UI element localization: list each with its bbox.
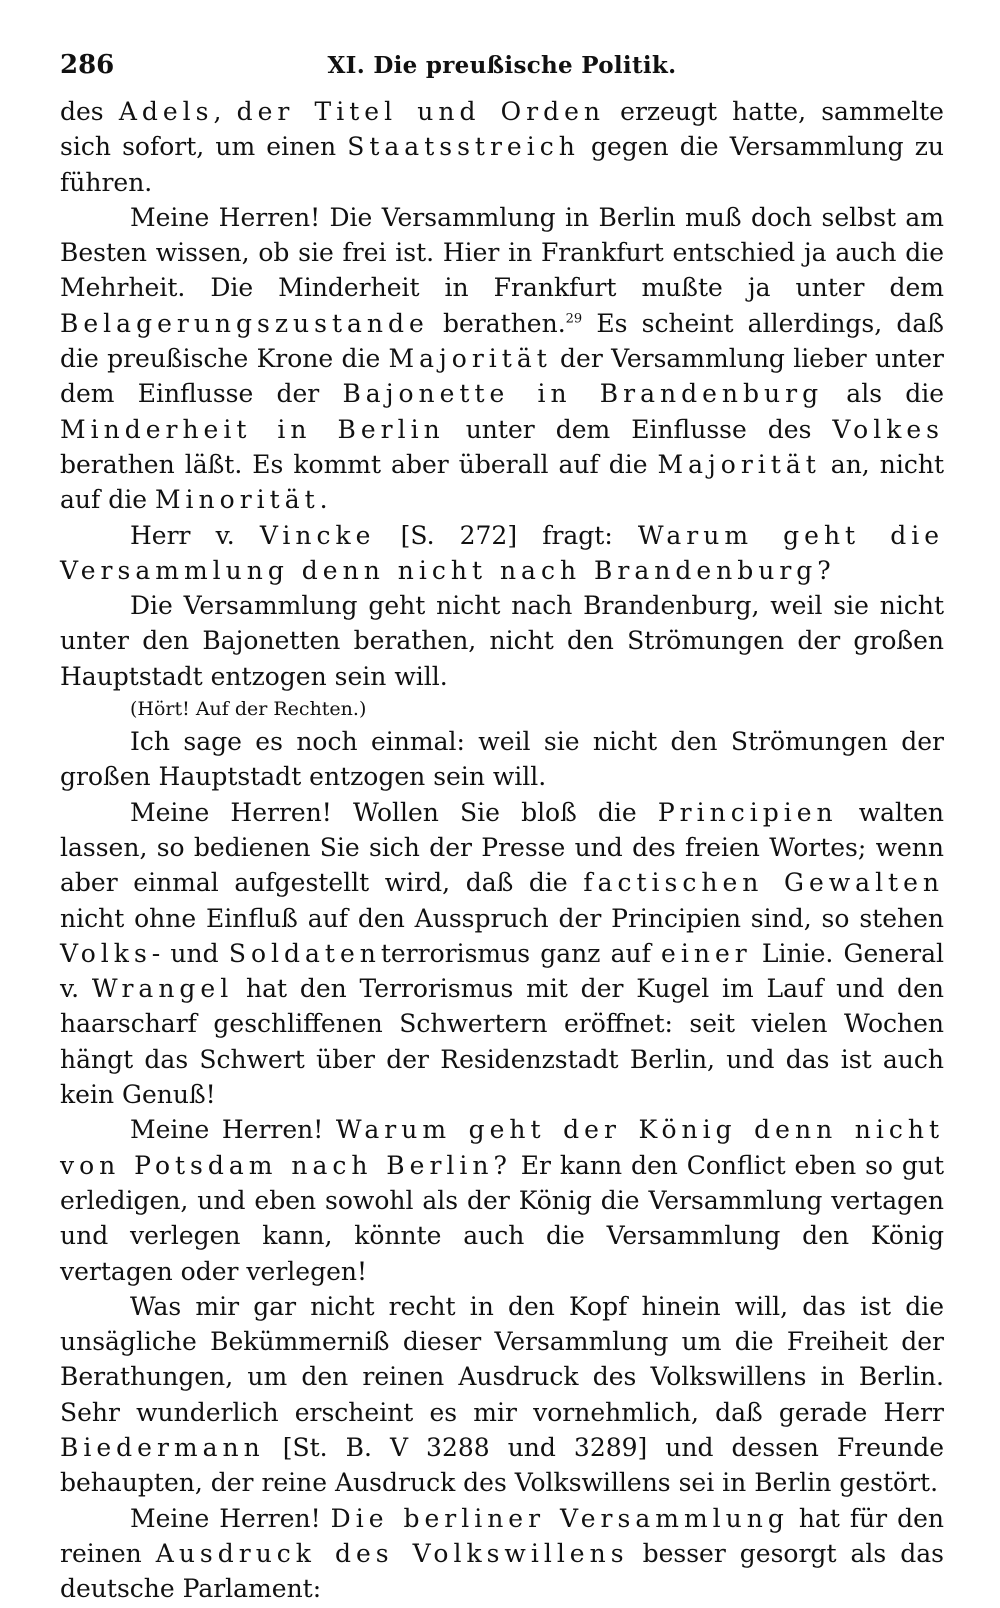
spaced-emphasis: Vincke — [259, 520, 376, 550]
text-run: Linie. General v. — [60, 938, 944, 1004]
spaced-emphasis: Soldaten — [228, 938, 381, 968]
spaced-emphasis: Minderheit in Berlin — [60, 414, 445, 444]
paragraph-2 — [60, 200, 944, 518]
text-run: Meine Herren! — [130, 1115, 336, 1145]
paragraph-3 — [60, 518, 944, 589]
spaced-emphasis: Belagerungszustande — [60, 308, 429, 338]
spaced-emphasis: Minorität — [154, 485, 320, 515]
spaced-emphasis: Volks — [60, 938, 152, 968]
paragraph-1 — [60, 94, 944, 200]
spaced-emphasis: Ausdruck des Volkswillens — [155, 1538, 629, 1568]
spaced-emphasis: Volkes — [832, 414, 945, 444]
paragraph-7 — [60, 795, 944, 1113]
text-run: Meine Herren! Wollen Sie bloß die — [130, 797, 658, 827]
paragraph-9 — [60, 1289, 944, 1501]
page-header — [60, 44, 944, 94]
spaced-emphasis: Biedermann — [60, 1432, 265, 1462]
text-run: besser gesorgt als das deutsche Parlament: — [60, 1538, 945, 1604]
text-run: berathen läßt. Es kommt aber überall auf die — [60, 449, 658, 479]
spaced-emphasis: Wrangel — [91, 974, 234, 1004]
text-run: Meine Herren! — [130, 1503, 331, 1533]
spaced-emphasis: Majorität — [388, 344, 552, 374]
text-run: walten lassen, so bedienen Sie sich der Presse und des freien Wortes; wenn aber einmal aufgestellt wird, daß die — [60, 797, 944, 898]
text-run: hat für den reinen — [60, 1503, 944, 1568]
text-run: an, nicht auf die — [60, 449, 944, 515]
spaced-emphasis: Staatsstreich — [347, 132, 580, 162]
text-run: Die Versammlung geht nicht nach Brandenburg, weil sie nicht unter den Bajonetten berathen, nicht den Strömungen der großen Hauptstadt entzogen sein will. — [60, 591, 944, 691]
text-run: Meine Herren! Die Versammlung in Berlin muß doch selbst am Besten wissen, ob sie frei ist. Hier in Frankfurt entschied ja auch die Mehrheit. Die Minderheit in Frankfurt mußte ja unter dem — [60, 202, 944, 303]
spaced-emphasis: der Titel und Orden — [236, 97, 605, 126]
text-run: Herr v. — [130, 520, 260, 550]
text-run: Ich sage es noch einmal: weil sie nicht den Strömungen der großen Hauptstadt entzogen sein will. — [60, 727, 944, 792]
spaced-emphasis: factischen Gewalten — [583, 868, 945, 898]
text-run: Er kann den Conflict eben so gut erledigen, und eben sowohl als der König die Versammlung vertagen und verlegen kann, könnte auch die Versammlung den König vertagen oder verlegen! — [60, 1150, 944, 1286]
text-run: terrorismus ganz auf — [380, 938, 662, 968]
text-run: - und — [151, 938, 229, 968]
paragraph-6 — [60, 724, 944, 795]
text-run: [S. 272] fragt: — [375, 520, 638, 550]
spaced-emphasis: Bajonette in Brandenburg — [342, 379, 824, 409]
text-run: , — [213, 97, 237, 126]
text-run: gegen die Versammlung zu führen. — [60, 132, 944, 197]
text-run: unter dem Einflusse des — [444, 414, 833, 444]
text-run: berathen. — [428, 308, 566, 338]
text-run: Es scheint allerdings, daß die preußische Krone die — [60, 308, 944, 374]
text-run: erzeugt hatte, sammelte sich sofort, um einen — [60, 97, 944, 162]
spaced-emphasis: einer — [661, 938, 752, 968]
spaced-emphasis: Majorität — [657, 449, 821, 479]
text-run: [St. B. V 3288 und 3289] und dessen Freunde behaupten, der reine Ausdruck des Volkswillens sei in Berlin gestört. — [60, 1432, 944, 1498]
text-run: als die — [823, 379, 945, 409]
spaced-emphasis: Adels — [118, 97, 214, 126]
running-title: XI. Die preußische Politik. — [327, 52, 677, 79]
text-run: der Versammlung lieber unter dem Einflusse der — [60, 344, 944, 409]
text-run: Was mir gar nicht recht in den Kopf hinein will, das ist die unsägliche Bekümmerniß dieser Versammlung um die Freiheit der Berathungen, um den reinen Ausdruck des Volkswillens in Berlin. Sehr wunderlich erscheint es mir vornehmlich, daß gerade Herr — [60, 1291, 944, 1427]
paragraph-8 — [60, 1112, 944, 1288]
spaced-emphasis: Warum geht der König denn nicht von Potsdam nach Berlin? — [60, 1115, 944, 1180]
interjection — [60, 694, 944, 724]
footnote-marker: 29 — [565, 311, 583, 327]
spaced-emphasis: Die berliner Versammlung — [330, 1503, 789, 1533]
text-run: (Hört! Auf der Rechten.) — [130, 698, 367, 721]
text-run: des — [60, 97, 119, 126]
body-text — [60, 94, 944, 1606]
spaced-emphasis: Principien — [657, 797, 838, 827]
text-run: hat den Terrorismus mit der Kugel im Lauf und den haarscharf geschliffenen Schwertern eröffnet: seit vielen Wochen hängt das Schwert über der Residenzstadt Berlin, und das ist auch kein Genuß! — [60, 974, 944, 1110]
page-number: 286 — [60, 50, 115, 80]
spaced-emphasis: Warum geht die Versammlung denn nicht nach Brandenburg? — [60, 520, 944, 585]
text-run: nicht ohne Einfluß auf den Ausspruch der Principien sind, so stehen — [60, 903, 944, 933]
text-run: . — [319, 485, 328, 515]
paragraph-4 — [60, 588, 944, 694]
paragraph-10 — [60, 1501, 944, 1607]
